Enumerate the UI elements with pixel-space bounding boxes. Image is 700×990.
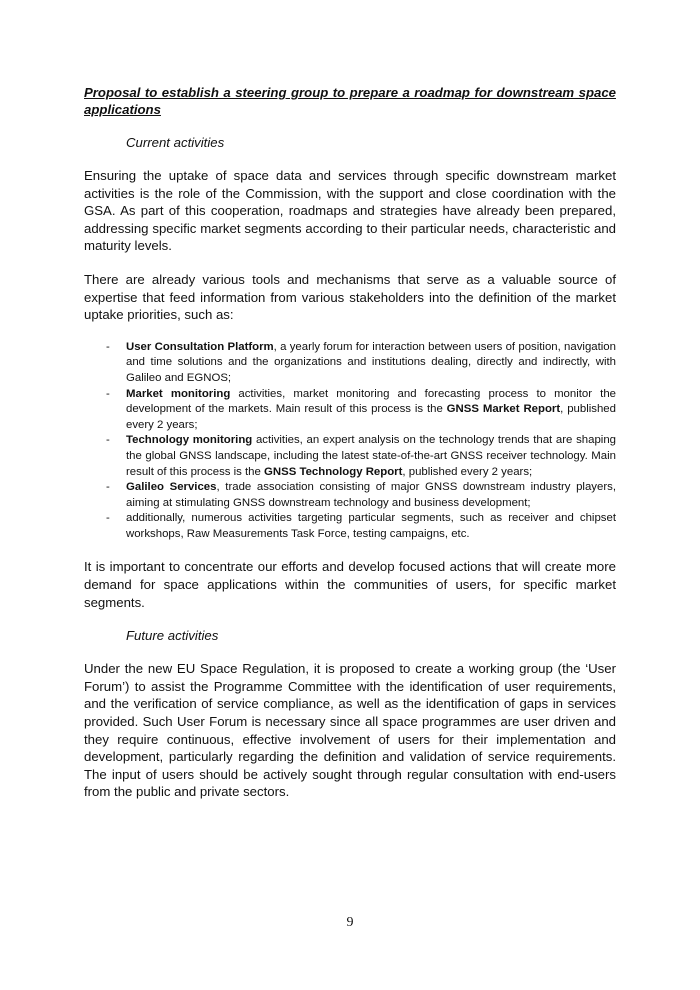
bullet-list bbox=[84, 340, 616, 543]
future-activities-heading: Future activities bbox=[126, 628, 219, 644]
paragraph-tools: There are already various tools and mechanisms that serve as a valuable source of expertise that feed information from various stakeholders into the definition of the market uptake priorities, such as: bbox=[84, 271, 616, 323]
bullet-text: , trade association consisting of major GNSS downstream industry players, aiming at stimulating GNSS downstream technology and business development; bbox=[126, 481, 616, 509]
page-number: 9 bbox=[346, 915, 354, 930]
bullet-dash: - bbox=[106, 434, 110, 447]
list-item bbox=[84, 340, 616, 387]
bullet-lead: Market monitoring bbox=[126, 387, 231, 400]
list-item bbox=[84, 433, 616, 480]
current-activities-heading: Current activities bbox=[126, 135, 225, 150]
paragraph-uptake: Ensuring the uptake of space data and services through specific downstream market activities is the role of the Commission, with the support and close coordination with the GSA. As part of this cooperation, roadmaps and strategies have already been prepared, addressing specific market segments according to their particular needs, characteristic and maturity levels. bbox=[84, 168, 616, 254]
bullet-report-name: GNSS Technology Report bbox=[264, 465, 403, 478]
document-title: Proposal to establish a steering group to prepare a roadmap for downstream space applications bbox=[84, 85, 616, 117]
list-item bbox=[84, 480, 616, 511]
bullet-tail: , published every 2 years; bbox=[402, 465, 533, 478]
paragraph-user-forum: Under the new EU Space Regulation, it is proposed to create a working group (the ‘User Forum’) to assist the Programme Committee with the identification of user requirements, and the verification of service compliance, as well as the identification of gaps in services provided. Such User Forum is necessary since all space programmes are user driven and they require continuous, effective involvement of users for their implementation and development, particularly regarding the definition and validation of service requirements. The input of users should be actively sought through regular consultation with end-users from the public and private sectors. bbox=[84, 661, 616, 800]
bullet-dash: - bbox=[106, 481, 110, 494]
list-item bbox=[84, 387, 616, 434]
bullet-dash: - bbox=[106, 387, 110, 400]
bullet-lead: Galileo Services bbox=[126, 481, 217, 494]
paragraph-concentrate: It is important to concentrate our efforts and develop focused actions that will create more demand for space applications within the communities of users, for specific market segments. bbox=[84, 559, 616, 610]
bullet-text: , a yearly forum for interaction between users of position, navigation and time solutions and the organizations and institutions dealing, directly and indirectly, with Galileo and EGNOS; bbox=[126, 340, 616, 384]
document-body bbox=[84, 84, 616, 817]
bullet-text: activities, market monitoring and forecasting process to monitor the development of the markets. Main result of this process is the bbox=[126, 387, 616, 416]
bullet-tail: , published every 2 years; bbox=[126, 403, 616, 431]
bullet-report-name: GNSS Market Report bbox=[446, 403, 561, 416]
list-item bbox=[84, 511, 616, 542]
bullet-text: additionally, numerous activities targeting particular segments, such as receiver and chipset workshops, Raw Measurements Task Force, testing campaigns, etc. bbox=[126, 512, 616, 540]
bullet-text: activities, an expert analysis on the technology trends that are shaping the global GNSS landscape, including the latest state-of-the-art GNSS receiver technology. Main result of this process is the bbox=[126, 434, 616, 478]
bullet-lead: User Consultation Platform bbox=[126, 340, 274, 353]
bullet-dash: - bbox=[106, 340, 110, 353]
bullet-dash: - bbox=[106, 512, 110, 525]
bullet-lead: Technology monitoring bbox=[126, 434, 253, 447]
